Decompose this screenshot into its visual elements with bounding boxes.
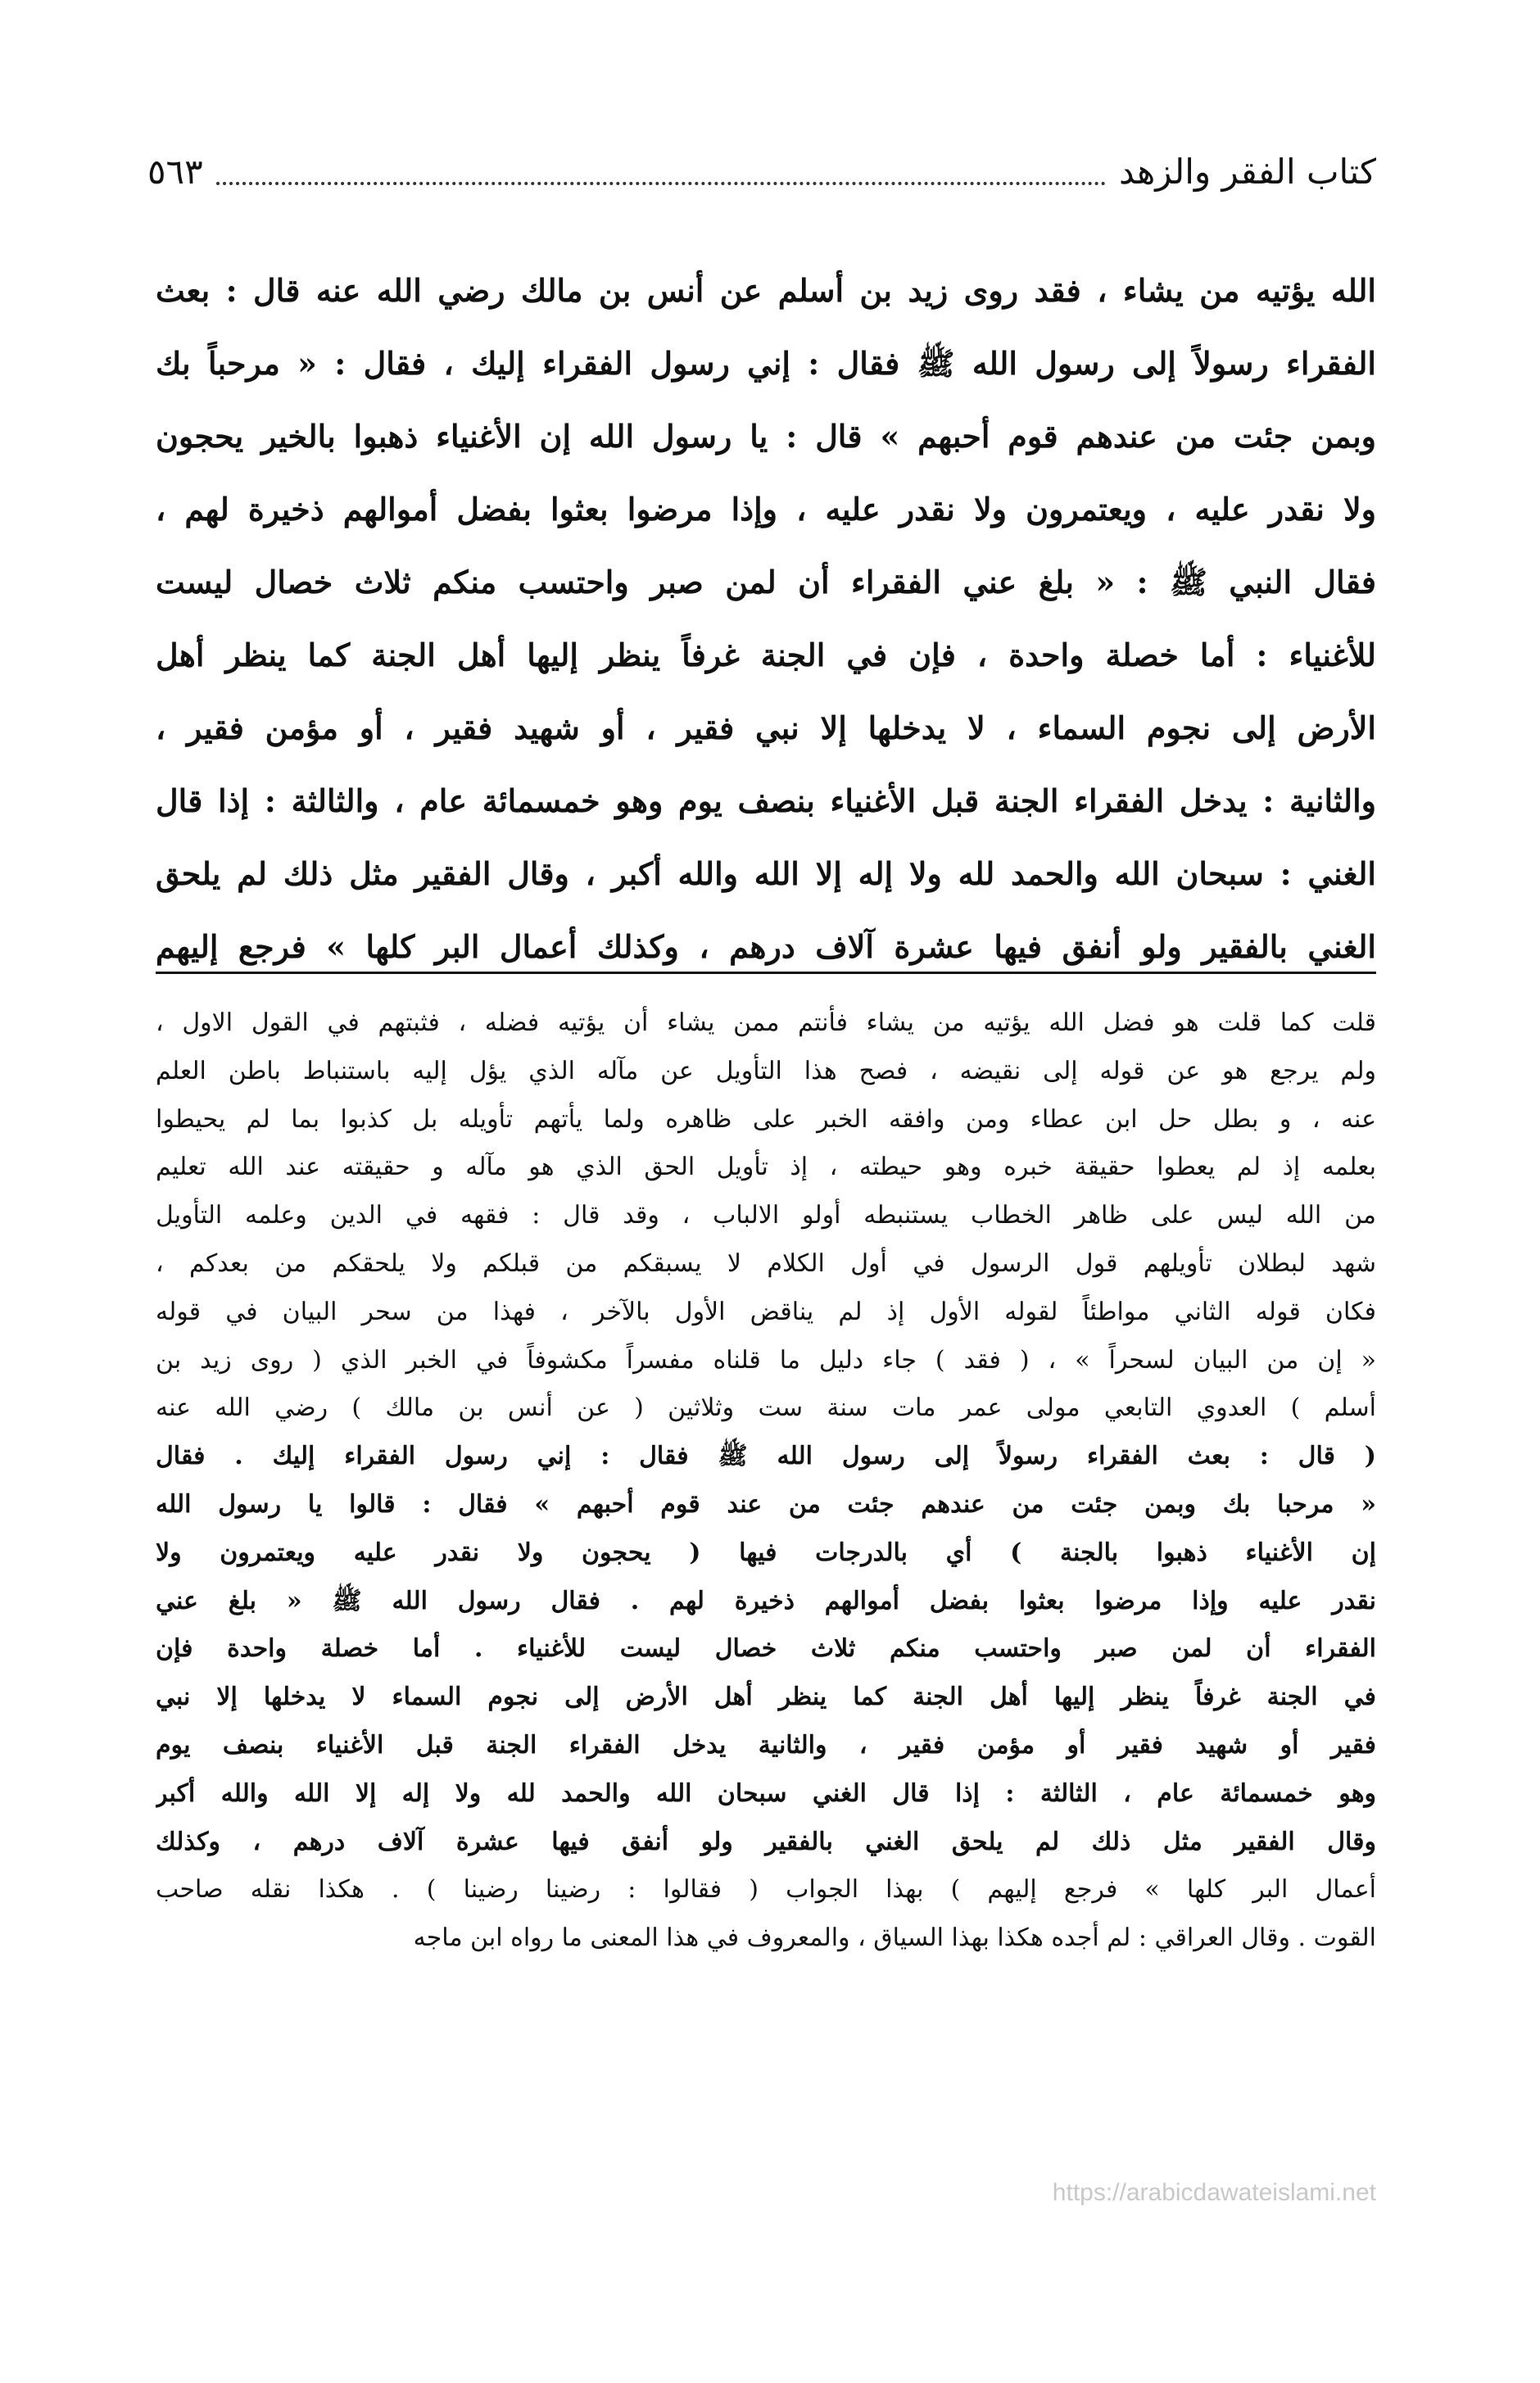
main-text-line: وبمن جئت من عندهم قوم أحبهم » قال : يا رسول الله إن الأغنياء ذهبوا بالخير يحجون (156, 418, 1376, 455)
main-text-line: الغني : سبحان الله والحمد لله ولا إله إلا الله والله أكبر ، وقال الفقير مثل ذلك لم يلحق (156, 855, 1376, 892)
page-number: ٥٦٣ (147, 152, 203, 192)
footnote-line: نقدر عليه وإذا مرضوا بعثوا بفضل أموالهم ذخيرة لهم . فقال رسول الله ﷺ « بلغ عني (156, 1586, 1376, 1615)
footnote-line: أسلم ) العدوي التابعي مولى عمر مات سنة ست وثلاثين ( عن أنس بن مالك ) رضي الله عنه (156, 1393, 1376, 1423)
footnote-block (156, 999, 1376, 1963)
footnote-line: فكان قوله الثاني مواطئاً لقوله الأول إذ لم يناقض الأول بالآخر ، فهذا من سحر البيان في قوله (156, 1297, 1376, 1326)
main-text-line: الغني بالفقير ولو أنفق فيها عشرة آلاف درهم ، وكذلك أعمال البر كلها » فرجع إليهم (156, 928, 1376, 965)
footnote-line: ( قال : بعث الفقراء رسولاً إلى رسول الله ﷺ فقال : إني رسول الفقراء إليك . فقال (156, 1442, 1376, 1471)
footnote-line: عنه ، و بطل حل ابن عطاء ومن وافقه الخبر على ظاهره ولما يأتهم تأويله بل كذبوا بما لم يحيطوا (156, 1104, 1376, 1134)
footnote-line: الفقراء أن لمن صبر واحتسب منكم ثلاث خصال ليست للأغنياء . أما خصلة واحدة فإن (156, 1634, 1376, 1664)
main-text-line: فقال النبي ﷺ : « بلغ عني الفقراء أن لمن صبر واحتسب منكم ثلاث خصال ليست (156, 564, 1376, 600)
footnote-line: فقير أو شهيد فقير أو مؤمن فقير ، والثانية يدخل الفقراء الجنة قبل الأغنياء بنصف يوم (156, 1730, 1376, 1760)
main-text-block (156, 254, 1376, 983)
footnote-line: « إن من البيان لسحراً » ، ( فقد ) جاء دليل ما قلناه مفسراً مكشوفاً في الخبر الذي ( روى زيد بن (156, 1345, 1376, 1375)
footnote-line: ولم يرجع هو عن قوله إلى نقيضه ، فصح هذا التأويل عن مآله الذي يؤل إليه باستنباط باطن العلم (156, 1056, 1376, 1085)
main-text-line: والثانية : يدخل الفقراء الجنة قبل الأغنياء بنصف يوم وهو خمسمائة عام ، والثالثة : إذا قال (156, 782, 1376, 819)
main-text-line: ولا نقدر عليه ، ويعتمرون ولا نقدر عليه ، وإذا مرضوا بعثوا بفضل أموالهم ذخيرة لهم ، (156, 491, 1376, 528)
main-text-line: الفقراء رسولاً إلى رسول الله ﷺ فقال : إني رسول الفقراء إليك ، فقال : « مرحباً بك (156, 345, 1376, 382)
footnote-line: في الجنة غرفاً ينظر إليها أهل الجنة كما ينظر أهل الأرض إلى نجوم السماء لا يدخلها إلا نبي (156, 1683, 1376, 1712)
footnote-line: أعمال البر كلها » فرجع إليهم ) بهذا الجواب ( فقالوا : رضينا رضينا ) . هكذا نقله صاحب (156, 1875, 1376, 1905)
footnote-line: وقال الفقير مثل ذلك لم يلحق الغني بالفقير ولو أنفق فيها عشرة آلاف درهم ، وكذلك (156, 1827, 1376, 1856)
footnote-line: « مرحبا بك وبمن جئت من عندهم جئت من عند قوم أحبهم » فقال : قالوا يا رسول الله (156, 1489, 1376, 1519)
watermark-url: https://arabicdawateislami.net (1052, 2179, 1376, 2206)
footnote-line: من الله ليس على ظاهر الخطاب يستنبطه أولو الالباب ، وقد قال : فقهه في الدين وعلمه التأويل (156, 1201, 1376, 1230)
footnote-separator (156, 972, 1376, 974)
footnote-line: قلت كما قلت هو فضل الله يؤتيه من يشاء فأنتم ممن يشاء أن يؤتيه فضله ، فثبتهم في القول الاول ، (156, 1008, 1376, 1037)
footnote-line: القوت . وقال العراقي : لم أجده هكذا بهذا السياق ، والمعروف في هذا المعنى ما رواه ابن ماجه (413, 1923, 1376, 1953)
footnote-line: بعلمه إذ لم يعطوا حقيقة خبره وهو حيطته ، إذ تأويل الحق الذي هو مآله و حقيقته عند الله تعليم (156, 1153, 1376, 1182)
main-text-line: الأرض إلى نجوم السماء ، لا يدخلها إلا نبي فقير ، أو شهيد فقير ، أو مؤمن فقير ، (156, 709, 1376, 746)
footnote-line: شهد لبطلان تأويلهم قول الرسول في أول الكلام لا يسبقكم من قبلكم ولا يلحقكم من بعدكم ، (156, 1248, 1376, 1278)
page-header (147, 139, 1376, 197)
running-title: كتاب الفقر والزهد (1119, 152, 1376, 192)
footnote-line: إن الأغنياء ذهبوا بالجنة ) أي بالدرجات فيها ( يحجون ولا نقدر عليه ويعتمرون ولا (156, 1538, 1376, 1567)
main-text-line: الله يؤتيه من يشاء ، فقد روى زيد بن أسلم عن أنس بن مالك رضي الله عنه قال : بعث (156, 272, 1376, 309)
footnote-line: وهو خمسمائة عام ، الثالثة : إذا قال الغني سبحان الله والحمد لله ولا إله إلا الله والله أكبر (156, 1778, 1376, 1808)
header-dotted-leader (216, 179, 1106, 185)
main-text-line: للأغنياء : أما خصلة واحدة ، فإن في الجنة غرفاً ينظر إليها أهل الجنة كما ينظر أهل (156, 637, 1376, 673)
